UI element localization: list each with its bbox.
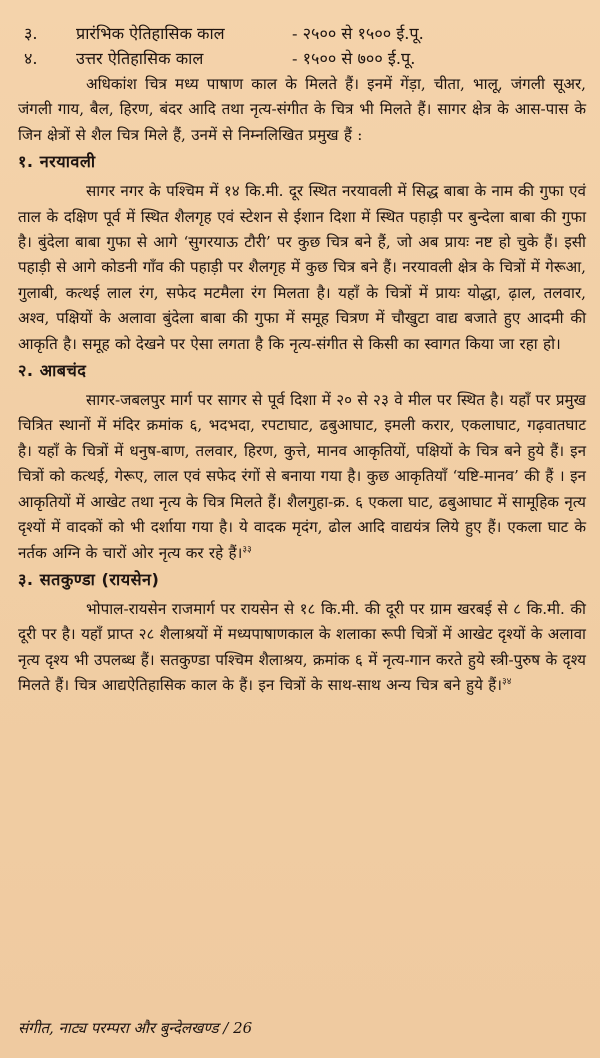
footnote-marker: ३४ bbox=[502, 677, 512, 688]
section-body-abchand bbox=[18, 388, 586, 566]
period-range: - २५०० से १५०० ई.पू. bbox=[292, 24, 424, 43]
period-label: प्रारंभिक ऐतिहासिक काल bbox=[76, 24, 225, 43]
footnote-marker: ३३ bbox=[242, 544, 252, 555]
page-footer: संगीत, नाट्य परम्परा और बुन्देलखण्ड / 26 bbox=[18, 1019, 253, 1037]
section-body-satkunda bbox=[18, 597, 586, 699]
period-row-4 bbox=[18, 47, 586, 72]
period-number: ४. bbox=[24, 49, 38, 68]
section-heading-narayavali: १. नरयावली bbox=[18, 152, 96, 172]
intro-paragraph: अधिकांश चित्र मध्य पाषाण काल के मिलते हैं। इनमें गेंड़ा, चीता, भालू, जंगली सूअर, जंगली गाय, बैल, हिरण, बंदर आदि तथा नृत्य-संगीत के चित्र भी मिलते हैं। सागर क्षेत्र के आस-पास के जिन क्षेत्रों से शैल चित्र मिले हैं, उनमें से निम्नलिखित प्रमुख हैं : bbox=[18, 75, 586, 144]
section-text: सागर नगर के पश्चिम में १४ कि.मी. दूर स्थित नरयावली में सिद्ध बाबा के नाम की गुफा एवं ताल के दक्षिण पूर्व में स्थित शैलगृह एवं स्टेशन से ईशान दिशा में स्थित पहाड़ी पर बुन्देला बाबा की गुफा है। बुंदेला बाबा गुफा से आगे ‘सुगरयाऊ टौरी’ पर कुछ चित्र बने हैं, जो अब प्रायः नष्ट हो चुके हैं। इसी पहाड़ी से आगे कोडनी गाँव की पहाड़ी पर शैलगृह में कुछ चित्र बने हैं। नरयावली क्षेत्र के चित्रों में गेरूआ, गुलाबी, कत्थई लाल रंग, सफेद मटमैला रंग मिलता है। यहाँ के चित्रों में प्रायः योद्धा, ढ़ाल, तलवार, अश्व, पक्षियों के अलावा बुंदेला बाबा की गुफा में समूह चित्रण में चौखुटा वाद्य बजाते हुए आदमी की आकृति है। समूह को देखने पर ऐसा लगता है कि नृत्य-संगीत से किसी का स्वागत किया जा रहा हो। bbox=[18, 182, 586, 353]
period-number: ३. bbox=[24, 24, 38, 43]
period-range: - १५०० से ७०० ई.पू. bbox=[292, 49, 416, 68]
period-row-3 bbox=[18, 22, 586, 47]
section-heading-abchand: २. आबचंद bbox=[18, 361, 87, 381]
section-body-narayavali bbox=[18, 179, 586, 357]
section-heading-satkunda: ३. सतकुण्डा (रायसेन) bbox=[18, 569, 160, 589]
section-text: भोपाल-रायसेन राजमार्ग पर रायसेन से १८ कि.मी. की दूरी पर ग्राम खरबई से ८ कि.मी. की दूरी पर है। यहाँ प्राप्त २८ शैलाश्रयों में मध्यपाषाणकाल के शलाका रूपी चित्रों में आखेट दृश्यों के अलावा नृत्य दृश्य भी उपलब्ध हैं। सतकुण्डा पश्चिम शैलाश्रय, क्रमांक ६ में नृत्य-गान करते हुये स्त्री-पुरुष के दृश्य मिलते हैं। चित्र आद्यऐतिहासिक काल के हैं। इन चित्रों के साथ-साथ अन्य चित्र बने हुये हैं। bbox=[18, 599, 586, 695]
section-text: सागर-जबलपुर मार्ग पर सागर से पूर्व दिशा में २० से २३ वे मील पर स्थित है। यहाँ पर प्रमुख चित्रित स्थानों में मंदिर क्रमांक ६, भदभदा, रपटाघाट, ढबुआघाट, इमली करार, एकलाघाट, गढ़वातघाट है। यहाँ के चित्रों में धनुष-बाण, तलवार, हिरण, कुत्ते, मानव आकृतियों, पक्षियों के चित्र बने हुये हैं। इन चित्रों को कत्थई, गेरूए, लाल एवं सफेद रंगों से बनाया गया है। कुछ आकृतियाँ ‘यष्टि-मानव’ की हैं । इन आकृतियों में आखेट तथा नृत्य के चित्र मिलते हैं। शैलगुहा-क्र. ६ एकला घाट, ढबुआघाट में सामूहिक नृत्य दृश्यों में वादकों को भी दर्शाया गया है। ये वादक मृदंग, ढोल आदि वाद्ययंत्र लिये हुए हैं। एकला घाट के नर्तक अग्नि के चारों ओर नृत्य कर रहे हैं। bbox=[18, 391, 586, 562]
period-label: उत्तर ऐतिहासिक काल bbox=[76, 49, 204, 68]
